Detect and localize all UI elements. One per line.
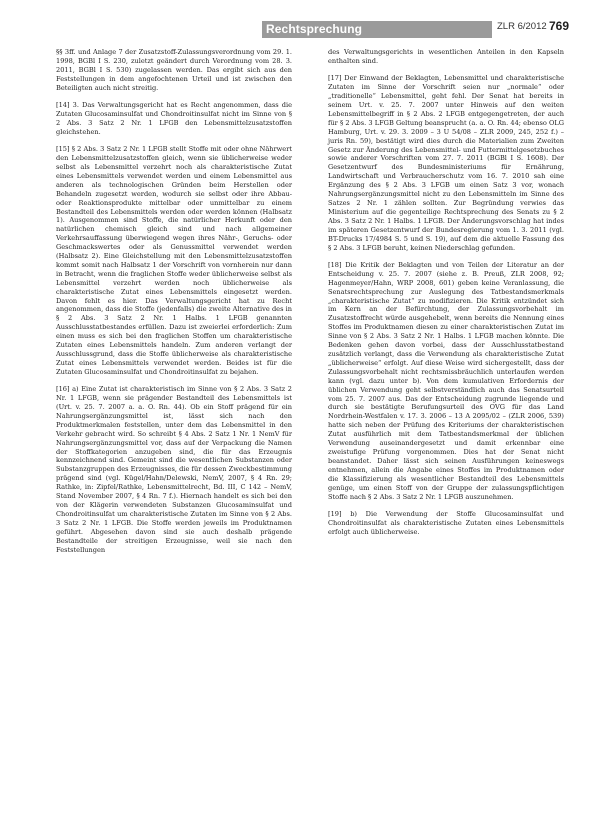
journal-reference: ZLR 6/2012 — [497, 21, 547, 32]
paragraph: [19] b) Die Verwendung der Stoffe Glucosaminsulfat und Chondroitinsulfat als charakteristische Zutaten eines Lebensmittels erfolgt auch üblicherweise. — [328, 509, 564, 536]
paragraph: [15] § 2 Abs. 3 Satz 2 Nr. 1 LFGB stellt Stoffe mit oder ohne Nährwert den Lebensmittelzusatzstoffen gleich, wenn sie üblicherweise weder selbst als Lebensmittel verzehrt noch als charakteristische Zutat eines Lebensmittels verwendet werden und einem Lebensmittel aus anderen als technologischen Gründen beim Herstellen oder Behandeln zugesetzt werden, wodurch sie selbst oder ihre Abbau- oder Reaktionsprodukte mittelbar oder unmittelbar zu einem Bestandteil des Lebensmittels werden oder werden können (Halbsatz 1). Ausgenommen sind Stoffe, die natürlicher Herkunft oder den natürlichen chemisch gleich sind und nach allgemeiner Verkehrsauffassung überwiegend wegen ihres Nähr-, Geruchs- oder Geschmackswertes oder als Genussmittel verwendet werden (Halbsatz 2). Eine Gleichstellung mit den Lebensmittelzusatzstoffen kommt somit nach Halbsatz 1 der Vorschrift von vornherein nur dann in Betracht, wenn die fraglichen Stoffe weder üblicherweise selbst als Lebensmittel verzehrt werden noch üblicherweise als charakteristische Zutat eines Lebensmittels eingesetzt werden. Davon fehlt es hier. Das Verwaltungsgericht hat zu Recht angenommen, dass die Stoffe (jedenfalls) die zweite Alternative des in § 2 Abs. 3 Satz 2 Nr. 1 Halbs. 1 LFGB genannten Ausschlusstatbestandes erfüllen. Dazu ist zweierlei erforderlich: Zum einen muss es sich bei den fraglichen Stoffen um charakteristische Zutaten eines Lebensmittels handeln. Zum anderen verlangt der Ausschlussgrund, dass die Stoffe üblicherweise als charakteristische Zutat eines Lebensmittels verwendet werden. Beides ist für die Zutaten Glucosaminsulfat und Chondroitinsulfat zu bejahen. — [56, 145, 292, 376]
paragraph: [18] Die Kritik der Beklagten und von Teilen der Literatur an der Entscheidung v. 25. 7. 2007 (siehe z. B. Preuß, ZLR 2008, 92; Hagenmeyer/Hahn, WRP 2008, 601) geben keine Veranlassung, die Senatsrechtsprechung zur Auslegung des Tatbestandsmerkmals „charakteristische Zutat“ zu modifizieren. Die Kritik entzündet sich im Kern an der Befürchtung, der Zulassungsvorbehalt im Zusatzstoffrecht würde ausgehebelt, wenn bereits die Nennung eines Stoffes im Produktnamen diesen zu einer charakteristischen Zutat im Sinne von § 2 Abs. 3 Satz 2 Nr. 1 Halbs. 1 LFGB machen könnte. Die Bedenken gehen davon vorbei, dass der Ausschlusstatbestand zusätzlich verlangt, dass die Verwendung als charakteristische Zutat „üblicherweise“ erfolgt. Auf diese Weise wird sichergestellt, dass der Zulassungsvorbehalt nicht rechtsmissbräuchlich unterlaufen werden kann (vgl. dazu unter b). Von dem kumulativen Erfordernis der üblichen Verwendung geht selbstverständlich auch das Senatsurteil vom 25. 7. 2007 aus. Das der Entscheidung zugrunde liegende und durch sie bestätigte Berufungsurteil des OVG für das Land Nordrhein-Westfalen v. 17. 3. 2006 – 13 A 2095/02 – (ZLR 2006, 539) hatte sich neben der Prüfung des Kriteriums der charakteristischen Zutat ausführlich mit dem Tatbestandsmerkmal der üblichen Verwendung auseinandergesetzt und damit erkennbar eine zweistufige Prüfung vorgenommen. Dies hat der Senat nicht beanstandet. Daher lässt sich seinen Ausführungen keineswegs entnehmen, allein die Angabe eines Stoffes im Produktnamen oder die Klassifizierung als wesentlicher Bestandteil des Lebensmittels genüge, um einen Stoff von der Gruppe der zulassungspflichtigen Stoffe nach § 2 Abs. 3 Satz 2 Nr. 1 LFGB auszunehmen. — [328, 260, 564, 501]
right-column — [328, 48, 564, 545]
page-header — [0, 0, 591, 44]
paragraph: [16] a) Eine Zutat ist charakteristisch im Sinne von § 2 Abs. 3 Satz 2 Nr. 1 LFGB, wenn sie prägender Bestandteil des Lebensmittels ist (Urt. v. 25. 7. 2007 a. a. O. Rn. 44). Ob ein Stoff prägend für ein Nahrungsergänzungsmittel ist, lässt sich nach den Produktmerkmalen feststellen, unter dem das Lebensmittel in den Verkehr gebracht wird. So schreibt § 4 Abs. 2 Satz 1 Nr. 1 NemV für Nahrungsergänzungsmittel vor, dass auf der Verpackung die Namen der Stoffkategorien anzugeben sind, die für das Erzeugnis kennzeichnend sind. Gemeint sind die wesentlichen Substanzen oder Substanzgruppen des Erzeugnisses, die für dessen Zweckbestimmung prägend sind (vgl. Kügel/Hahn/Delewski, NemV, 2007, § 4 Rn. 29; Rathke, in: Zipfel/Rathke, Lebensmittelrecht, Bd. III, C 142 – NemV, Stand November 2007, § 4 Rn. 7 f.). Hiernach handelt es sich bei den von der Klägerin verwendeten Substanzen Glucosaminsulfat und Chondroitinsulfat um charakteristische Zutaten im Sinne von § 2 Abs. 3 Satz 2 Nr. 1 LFGB. Die Stoffe werden jeweils im Produktnamen geführt. Abgesehen davon sind sie auch deshalb prägende Bestandteile der streitigen Erzeugnisse, weil sie nach den Feststellungen — [56, 385, 292, 554]
page-number: 769 — [549, 19, 570, 33]
section-title: Rechtsprechung — [266, 22, 363, 36]
paragraph: [14] 3. Das Verwaltungsgericht hat es Recht angenommen, dass die Zutaten Glucosaminsulfat und Chondroitinsulfat nicht im Sinne von § 2 Abs. 3 Satz 2 Nr. 1 LFGB den Lebensmittelzusatzstoffen gleichstehen. — [56, 101, 292, 136]
paragraph: des Verwaltungsgerichts in wesentlichen Anteilen in den Kapseln enthalten sind. — [328, 48, 564, 65]
paragraph: [17] Der Einwand der Beklagten, Lebensmittel und charakteristische Zutaten im Sinne der Vorschrift seien nur „normale“ oder „traditionelle“ Lebensmittel, geht fehl. Der Senat hat bereits in seinem Urt. v. 25. 7. 2007 unter Hinweis auf den weiten Lebensmittelbegriff in § 2 Abs. 2 LFGB entgegengetreten, der auch für § 2 Abs. 3 LFGB Geltung beansprucht (a. a. O. Rn. 44; ebenso OLG Hamburg, Urt. v. 29. 3. 2009 – 3 U 54/08 – ZLR 2009, 245, 252 f.) – juris Rn. 59), bestätigt wird dies durch die Materialien zum Zweiten Gesetz zur Änderung des Lebensmittel- und Futtermittelgesetzbuches sowie anderer Vorschriften vom 27. 7. 2011 (BGBl I S. 1608). Der Gesetzentwurf des Bundesministeriums für Ernährung, Landwirtschaft und Verbraucherschutz vom 16. 7. 2010 sah eine Ergänzung des § 2 Abs. 3 LFGB um einen Satz 3 vor, wonach Nahrungsergänzungsmittel nicht zu den Lebensmitteln im Sinne des Satzes 2 Nr. 1 zählen sollten. Zur Begründung verwies das Ministerium auf die gegenteilige Rechtsprechung des Senats zu § 2 Abs. 3 Satz 2 Nr. 1 Halbs. 1 LFGB. Der Änderungsvorschlag hat indes im späteren Gesetzentwurf der Bundesregierung vom 1. 3. 2011 (vgl. BT-Drucks 17/4984 S. 5 und S. 19), auf dem die aktuelle Fassung des § 2 Abs. 3 LFGB beruht, keinen Niederschlag gefunden. — [328, 74, 564, 252]
paragraph: §§ 3ff. und Anlage 7 der Zusatzstoff-Zulassungsverordnung vom 29. 1. 1998, BGBl I S. 230, zuletzt geändert durch Verordnung vom 28. 3. 2011, BGBl I S. 530) zugelassen werden. Das ergibt sich aus den Feststellungen in dem angefochtenen Urteil und ist zwischen den Beteiligten auch nicht streitig. — [56, 48, 292, 92]
left-column — [56, 48, 292, 563]
